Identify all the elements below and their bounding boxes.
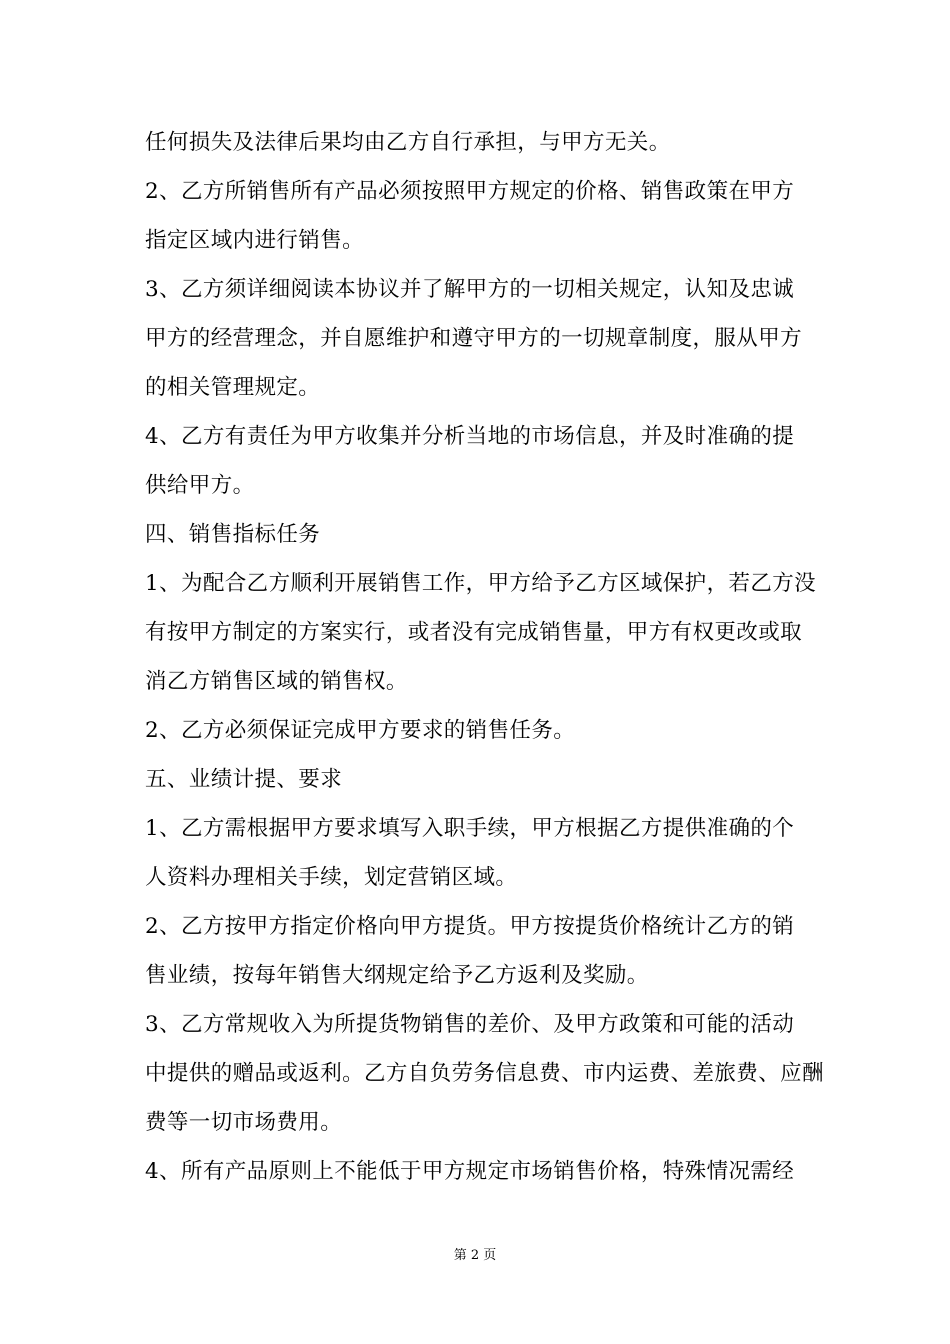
text-line: 售业绩，按每年销售大纲规定给予乙方返利及奖励。 [145,963,649,988]
document-body [145,118,824,1196]
text-line: 1、乙方需根据甲方要求填写入职手续，甲方根据乙方提供准确的个 [145,816,795,841]
text-line: 的相关管理规定。 [145,375,321,400]
text-line: 供给甲方。 [145,473,255,498]
section-heading: 五、业绩计提、要求 [145,767,343,792]
text-line: 2、乙方按甲方指定价格向甲方提货。甲方按提货价格统计乙方的销 [145,914,795,939]
text-line: 费等一切市场费用。 [145,1110,343,1135]
text-line: 任何损失及法律后果均由乙方自行承担，与甲方无关。 [145,130,671,155]
text-line: 4、乙方有责任为甲方收集并分析当地的市场信息，并及时准确的提 [145,424,795,449]
text-line: 2、乙方所销售所有产品必须按照甲方规定的价格、销售政策在甲方 [145,179,795,204]
text-line: 人资料办理相关手续，划定营销区域。 [145,865,518,890]
text-line: 3、乙方常规收入为所提货物销售的差价、及甲方政策和可能的活动 [145,1012,795,1037]
text-line: 指定区域内进行销售。 [145,228,365,253]
section-heading: 四、销售指标任务 [145,522,321,547]
text-line: 消乙方销售区域的销售权。 [145,669,408,694]
text-line: 2、乙方必须保证完成甲方要求的销售任务。 [145,718,576,743]
text-line: 1、为配合乙方顺利开展销售工作，甲方给予乙方区域保护，若乙方没 [145,571,817,596]
page-number: 第 2 页 [453,1248,497,1263]
text-line: 甲方的经营理念，并自愿维护和遵守甲方的一切规章制度，服从甲方 [145,326,803,351]
text-line: 3、乙方须详细阅读本协议并了解甲方的一切相关规定，认知及忠诚 [145,277,795,302]
text-line: 有按甲方制定的方案实行，或者没有完成销售量，甲方有权更改或取 [145,620,803,645]
text-line: 4、所有产品原则上不能低于甲方规定市场销售价格，特殊情况需经 [145,1159,795,1184]
text-line: 中提供的赠品或返利。乙方自负劳务信息费、市内运费、差旅费、应酬 [145,1061,824,1086]
